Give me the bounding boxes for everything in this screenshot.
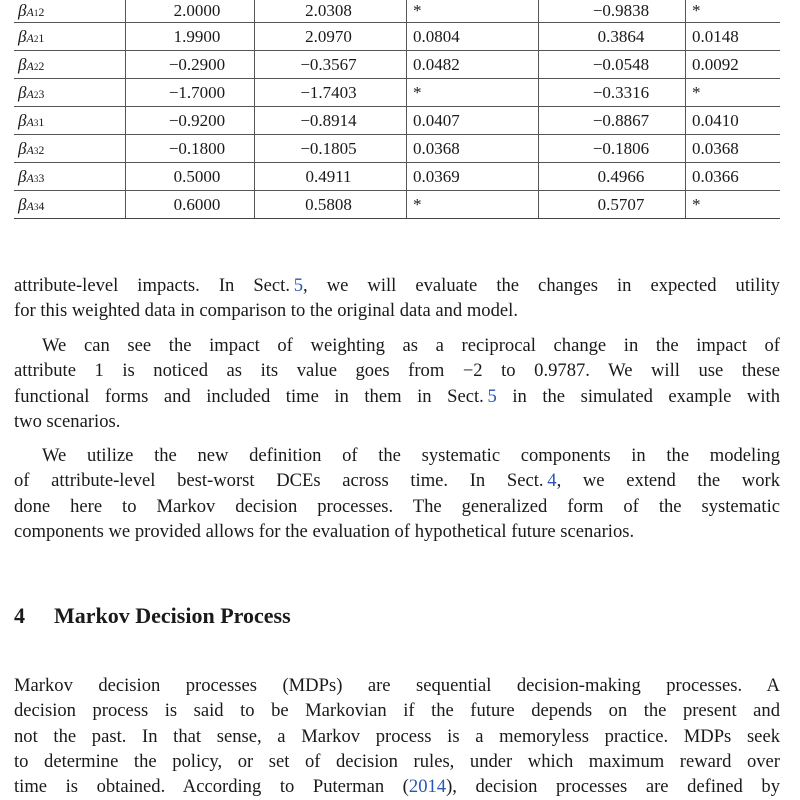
value-cell: 0.0368 [407,135,539,163]
value-cell: * [686,0,781,23]
value-cell: −0.3316 [539,79,686,107]
section-title: Markov Decision Process [54,603,291,628]
text-line: functional forms and included time in them in Sect. 5 in the simulated example with [14,385,780,407]
coefficient-table [14,0,780,219]
parameter-cell: βA21 [14,23,126,51]
value-cell: 0.3864 [539,23,686,51]
value-cell: −0.8867 [539,107,686,135]
text-line: decision process is said to be Markovian if the future depends on the present and [14,700,780,722]
text-line: done here to Markov decision processes. The generalized form of the systematic [14,495,780,517]
value-cell: 1.9900 [126,23,255,51]
value-cell: 0.0366 [686,163,781,191]
table-row [14,135,780,163]
value-cell: 0.0804 [407,23,539,51]
text-line: of attribute-level best-worst DCEs across time. In Sect. 4, we extend the work [14,470,780,492]
table-row [14,79,780,107]
parameter-cell: βA22 [14,51,126,79]
section-5-link[interactable]: 5 [293,275,304,296]
value-cell: * [686,191,781,219]
paragraph-weighted-data [14,273,780,324]
paragraph-weighting-impact [14,333,780,434]
text-line: attribute 1 is noticed as its value goes from −2 to 0.9787. We will use these [14,360,780,382]
value-cell: 2.0308 [255,0,407,23]
text-line: for this weighted data in comparison to the original data and model. [14,300,518,322]
value-cell: 0.4966 [539,163,686,191]
value-cell: * [407,0,539,23]
table-row [14,23,780,51]
parameter-cell: βA34 [14,191,126,219]
value-cell: 0.0092 [686,51,781,79]
table-row [14,191,780,219]
parameter-cell: βA31 [14,107,126,135]
table-row [14,163,780,191]
section-4-link[interactable]: 4 [547,470,557,492]
text-line: Markov decision processes (MDPs) are sequential decision-making processes. A [14,675,780,696]
section-heading [14,603,291,629]
value-cell: 2.0000 [126,0,255,23]
text-line: components we provided allows for the evaluation of hypothetical future scenarios. [14,520,635,542]
table-row [14,51,780,79]
value-cell: 0.5000 [126,163,255,191]
text-line: time is obtained. According to Puterman (2014), decision processes are defined by [14,776,781,798]
value-cell: −0.8914 [255,107,407,135]
text-line: to determine the policy, or set of decision rules, under which maximum reward over [14,750,780,772]
parameter-cell: βA23 [14,79,126,107]
value-cell: * [407,79,539,107]
value-cell: −0.9838 [539,0,686,23]
value-cell: 0.5707 [539,191,686,219]
parameter-cell: βA32 [14,135,126,163]
value-cell: −0.1805 [255,135,407,163]
coefficient-table-grid [14,0,780,219]
text-line: not the past. In that sense, a Markov process is a memoryless practice. MDPs seek [14,725,780,747]
text-line: two scenarios. [14,410,121,432]
value-cell: −0.9200 [126,107,255,135]
value-cell: 0.0148 [686,23,781,51]
value-cell: −0.0548 [539,51,686,79]
value-cell: * [407,191,539,219]
table-row [14,107,780,135]
value-cell: −1.7403 [255,79,407,107]
parameter-cell: βA33 [14,163,126,191]
section-number: 4 [14,603,25,628]
citation-puterman-link[interactable]: 2014 [408,776,447,798]
section-5-link[interactable]: 5 [487,385,497,407]
value-cell: 0.0407 [407,107,539,135]
text-line: We can see the impact of weighting as a reciprocal change in the impact of [42,335,780,356]
text-line: attribute-level impacts. In Sect. 5, we will evaluate the changes in expected utility [14,275,780,296]
value-cell: −0.2900 [126,51,255,79]
value-cell: −0.3567 [255,51,407,79]
value-cell: 2.0970 [255,23,407,51]
value-cell: −0.1806 [539,135,686,163]
text-line: We utilize the new definition of the systematic components in the modeling [42,445,780,466]
value-cell: −0.1800 [126,135,255,163]
paragraph-mdp-intro [14,673,780,799]
value-cell: −1.7000 [126,79,255,107]
paragraph-systematic-components [14,443,780,544]
value-cell: 0.5808 [255,191,407,219]
parameter-cell: βA12 [14,0,126,23]
value-cell: 0.0369 [407,163,539,191]
value-cell: 0.4911 [255,163,407,191]
value-cell: * [686,79,781,107]
value-cell: 0.6000 [126,191,255,219]
table-row [14,0,780,23]
value-cell: 0.0368 [686,135,781,163]
value-cell: 0.0482 [407,51,539,79]
value-cell: 0.0410 [686,107,781,135]
